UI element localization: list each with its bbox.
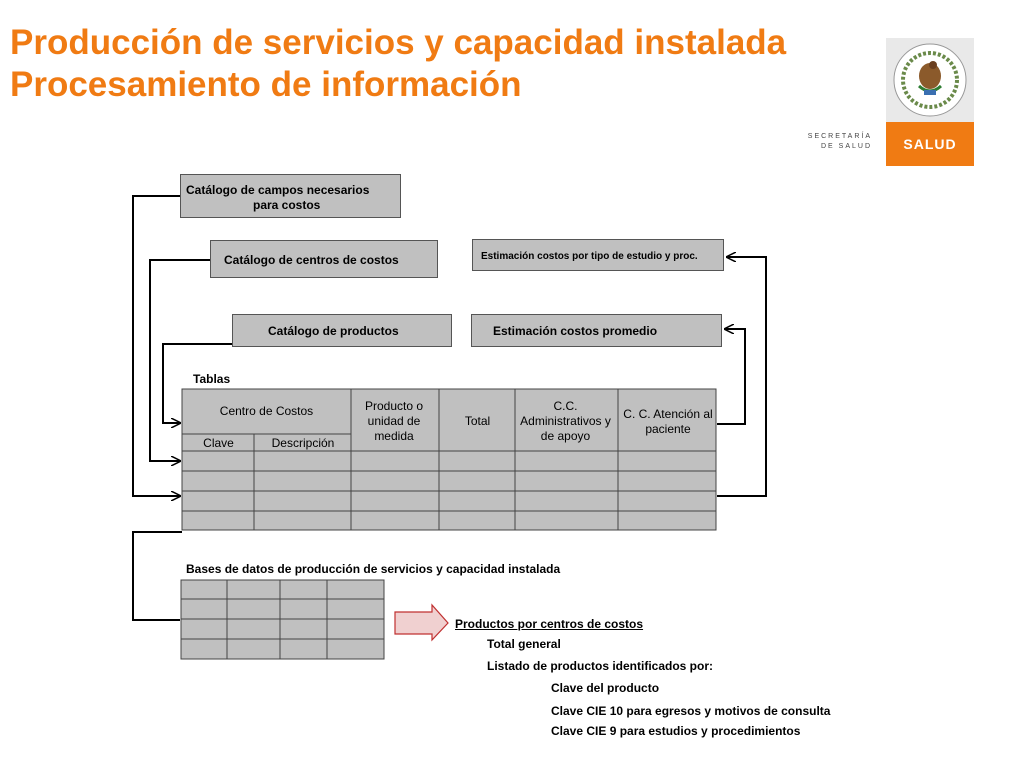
- header-total: Total: [464, 414, 491, 428]
- title-line-2: Procesamiento de información: [10, 65, 522, 104]
- output-item-1: Clave del producto: [551, 681, 660, 695]
- bases-table: [180, 579, 386, 661]
- tablas-label: Tablas: [193, 372, 231, 386]
- connector-estimacion-tipo: [717, 257, 766, 496]
- header-descripcion: Descripción: [271, 436, 335, 450]
- header-producto: Producto o unidad de medida: [364, 399, 424, 443]
- salud-logo: SALUD: [886, 122, 974, 166]
- header-cc-admin: C.C. Administrativos y de apoyo: [520, 399, 611, 443]
- output-total-general: Total general: [487, 637, 561, 651]
- estimacion-tipo-box: [472, 239, 724, 271]
- output-listado: Listado de productos identificados por:: [487, 659, 714, 673]
- bases-label: Bases de datos de producción de servicios y capacidad instalada: [186, 562, 561, 576]
- estimacion-tipo-label: Estimación costos por tipo de estudio y proc.: [481, 251, 698, 262]
- output-arrow-icon: [395, 605, 448, 640]
- output-item-2: Clave CIE 10 para egresos y motivos de consulta: [551, 704, 831, 718]
- header-clave: Clave: [203, 436, 234, 450]
- catalogo-centros-label: Catálogo de centros de costos: [224, 253, 399, 267]
- catalogo-campos-line-1: Catálogo de campos necesarios: [186, 183, 370, 197]
- output-item-3: Clave CIE 9 para estudios y procedimientos: [551, 724, 801, 738]
- estimacion-promedio-box: [471, 314, 722, 347]
- catalogo-campos-box: [180, 174, 401, 218]
- catalogo-productos-box: [232, 314, 452, 347]
- catalogo-centros-box: [210, 240, 438, 278]
- secretaria-line-2: DE SALUD: [820, 143, 872, 150]
- estimacion-promedio-label: Estimación costos promedio: [493, 324, 658, 338]
- header-centro-costos: Centro de Costos: [219, 404, 314, 418]
- connector-campos: [133, 196, 180, 496]
- output-heading: Productos por centros de costos: [455, 617, 644, 631]
- title-line-1: Producción de servicios y capacidad instalada: [10, 23, 787, 62]
- catalogo-productos-label: Catálogo de productos: [268, 324, 399, 338]
- catalogo-campos-line-2: para costos: [253, 198, 321, 212]
- connector-bases: [133, 532, 182, 620]
- secretaria-line-1: SECRETARÍA: [807, 133, 872, 140]
- header-cc-atencion: C. C. Atención al paciente: [623, 407, 713, 436]
